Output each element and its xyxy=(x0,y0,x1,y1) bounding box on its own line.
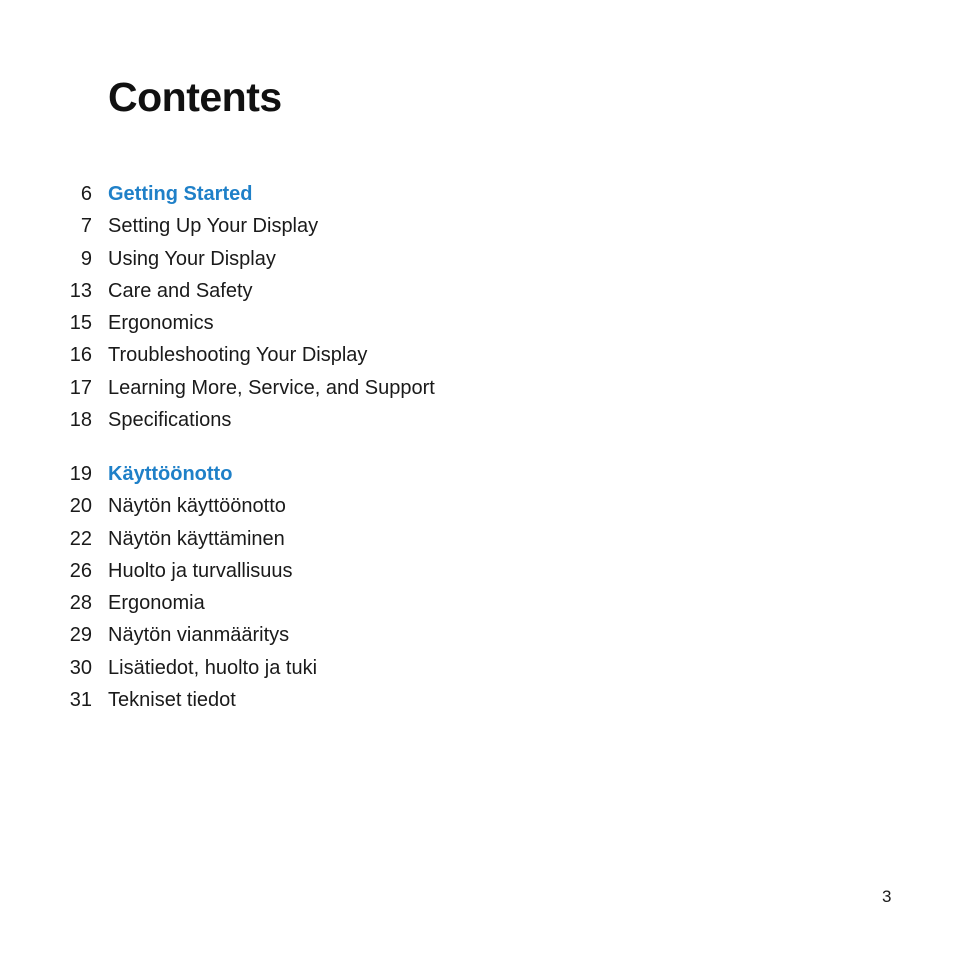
toc-page-number: 6 xyxy=(80,183,92,205)
toc-heading-label[interactable]: Getting Started xyxy=(108,183,253,205)
toc-item-label[interactable]: Lisätiedot, huolto ja tuki xyxy=(108,656,318,679)
toc-item[interactable] xyxy=(0,523,954,555)
page-number: 3 xyxy=(882,887,892,906)
toc-item[interactable] xyxy=(0,210,954,242)
toc-item-label[interactable]: Huolto ja turvallisuus xyxy=(108,559,293,582)
toc-section-english xyxy=(0,178,954,436)
toc-page-number: 29 xyxy=(69,624,92,647)
toc-section-finnish xyxy=(0,458,954,716)
toc-item[interactable] xyxy=(0,619,954,651)
toc-page-number: 18 xyxy=(69,409,92,432)
toc-item[interactable] xyxy=(0,372,954,404)
toc-item[interactable] xyxy=(0,275,954,307)
toc-item-label[interactable]: Setting Up Your Display xyxy=(108,215,319,238)
toc-page-number: 17 xyxy=(69,376,92,399)
toc-page-number: 19 xyxy=(69,463,92,485)
toc-heading-label[interactable]: Käyttöönotto xyxy=(108,463,233,485)
toc-item-label[interactable]: Using Your Display xyxy=(108,247,276,270)
toc-page-number: 20 xyxy=(69,495,92,518)
toc-page-number: 15 xyxy=(69,312,92,335)
toc-page-number: 9 xyxy=(80,247,92,270)
toc-item[interactable] xyxy=(0,587,954,619)
toc-heading-kayttoonotto[interactable] xyxy=(0,458,954,490)
toc-item[interactable] xyxy=(0,307,954,339)
toc-item-label[interactable]: Näytön käyttöönotto xyxy=(108,495,286,518)
toc-page-number: 22 xyxy=(69,527,92,550)
toc-item-label[interactable]: Näytön vianmääritys xyxy=(108,624,290,647)
toc-item-label[interactable]: Ergonomics xyxy=(108,312,214,335)
toc-page-number: 7 xyxy=(80,215,92,238)
toc-page-number: 28 xyxy=(69,592,92,615)
toc-item[interactable] xyxy=(0,652,954,684)
page-title: Contents xyxy=(108,74,282,120)
toc-item-label[interactable]: Ergonomia xyxy=(108,592,205,615)
toc-item-label[interactable]: Näytön käyttäminen xyxy=(108,527,285,550)
toc-item-label[interactable]: Tekniset tiedot xyxy=(108,689,236,712)
toc-item[interactable] xyxy=(0,404,954,436)
toc-page-number: 26 xyxy=(69,559,92,582)
toc-item-label[interactable]: Specifications xyxy=(108,409,232,432)
toc-item[interactable] xyxy=(0,339,954,371)
toc-page-number: 16 xyxy=(69,344,92,367)
toc-item-label[interactable]: Learning More, Service, and Support xyxy=(108,376,435,399)
toc-item[interactable] xyxy=(0,243,954,275)
toc-page-number: 30 xyxy=(69,656,92,679)
toc-heading-getting-started[interactable] xyxy=(0,178,954,210)
toc-page-number: 13 xyxy=(69,279,92,302)
toc-page-number: 31 xyxy=(69,689,92,712)
toc-item[interactable] xyxy=(0,555,954,587)
toc-item-label[interactable]: Troubleshooting Your Display xyxy=(108,344,368,367)
toc-item-label[interactable]: Care and Safety xyxy=(108,279,253,302)
toc-item[interactable] xyxy=(0,684,954,716)
toc-item[interactable] xyxy=(0,490,954,522)
